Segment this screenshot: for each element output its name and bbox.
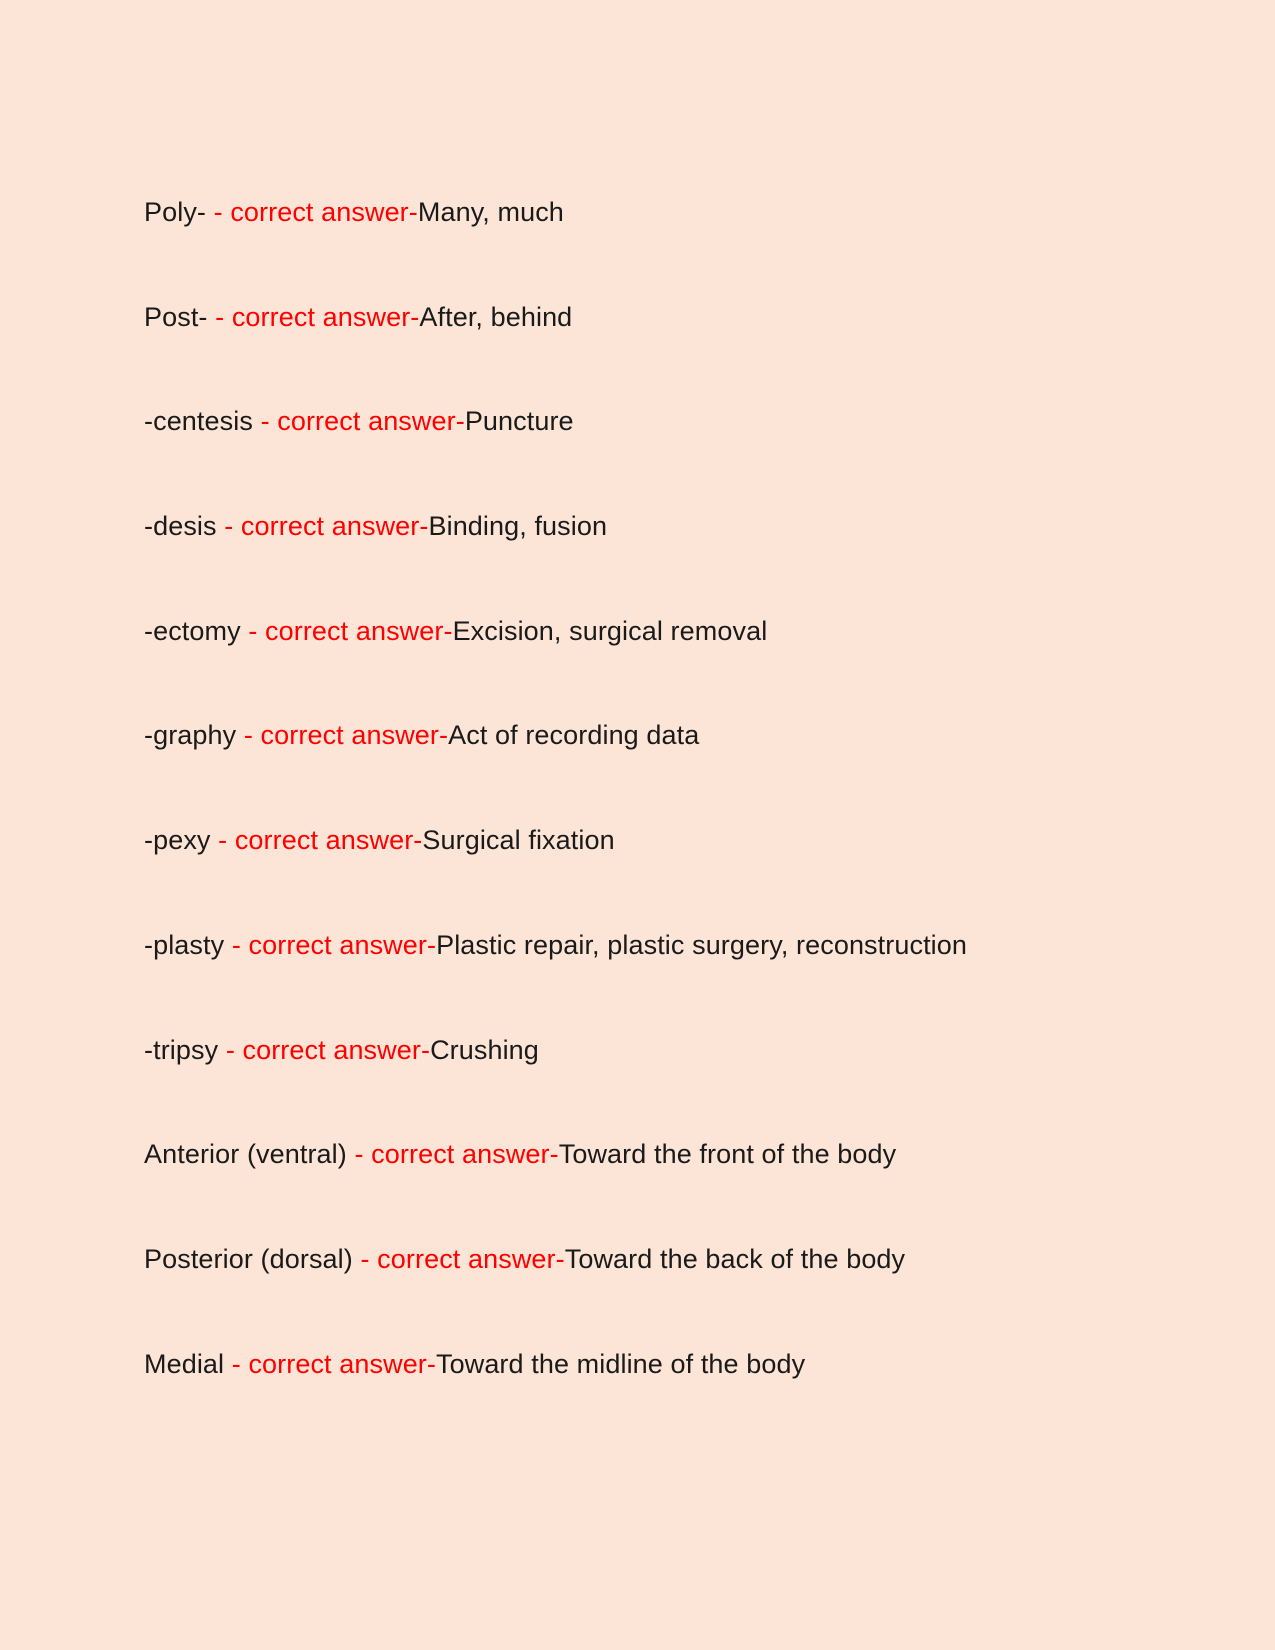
correct-answer-label: - correct answer- [225,1034,431,1065]
answer-text: Puncture [464,406,574,437]
flashcard-entry [144,615,1155,720]
term-text: Poly- [144,197,207,227]
term-text: -desis [144,511,217,542]
flashcard-entry [144,301,1155,406]
answer-text: Toward the front of the body [558,1139,897,1170]
answer-text: Many, much [417,197,564,227]
flashcard-entry [144,1034,1155,1139]
answer-text: Plastic repair, plastic surgery, reconstruction [436,929,968,960]
term-text: -ectomy [144,615,241,646]
answer-text: Surgical fixation [422,825,615,856]
flashcard-entry [144,1138,1155,1243]
flashcard-entry [144,1348,1155,1453]
term-text: Post- [144,301,208,332]
correct-answer-label: - correct answer- [213,197,418,227]
answer-text: Act of recording data [448,720,700,751]
flashcard-entry [144,405,1155,510]
correct-answer-label: - correct answer- [354,1139,559,1170]
answer-text: Toward the midline of the body [436,1348,806,1379]
correct-answer-label: - correct answer- [243,720,449,751]
term-text: -graphy [144,720,237,751]
correct-answer-label: - correct answer- [260,406,465,437]
term-text: -tripsy [144,1034,219,1065]
correct-answer-label: - correct answer- [215,301,420,332]
correct-answer-label: - correct answer- [224,511,429,542]
flashcard-entry [144,196,1155,301]
correct-answer-label: - correct answer- [231,929,437,960]
answer-text: Crushing [430,1034,539,1065]
correct-answer-label: - correct answer- [248,615,453,646]
flashcard-entry [144,510,1155,615]
flashcard-entry [144,719,1155,824]
term-text: -centesis [144,406,253,437]
correct-answer-label: - correct answer- [218,825,423,856]
answer-text: Toward the back of the body [564,1243,906,1274]
correct-answer-label: - correct answer- [360,1243,565,1274]
flashcard-entry [144,929,1155,1034]
flashcard-entry [144,824,1155,929]
answer-text: After, behind [419,301,573,332]
term-text: Medial [144,1348,225,1379]
term-text: Posterior (dorsal) [144,1243,353,1274]
term-text: -plasty [144,929,225,960]
correct-answer-label: - correct answer- [231,1348,436,1379]
term-text: Anterior (ventral) [144,1139,347,1170]
answer-text: Excision, surgical removal [452,615,768,646]
answer-text: Binding, fusion [428,511,608,542]
flashcard-entry [144,1243,1155,1348]
term-text: -pexy [144,825,211,856]
